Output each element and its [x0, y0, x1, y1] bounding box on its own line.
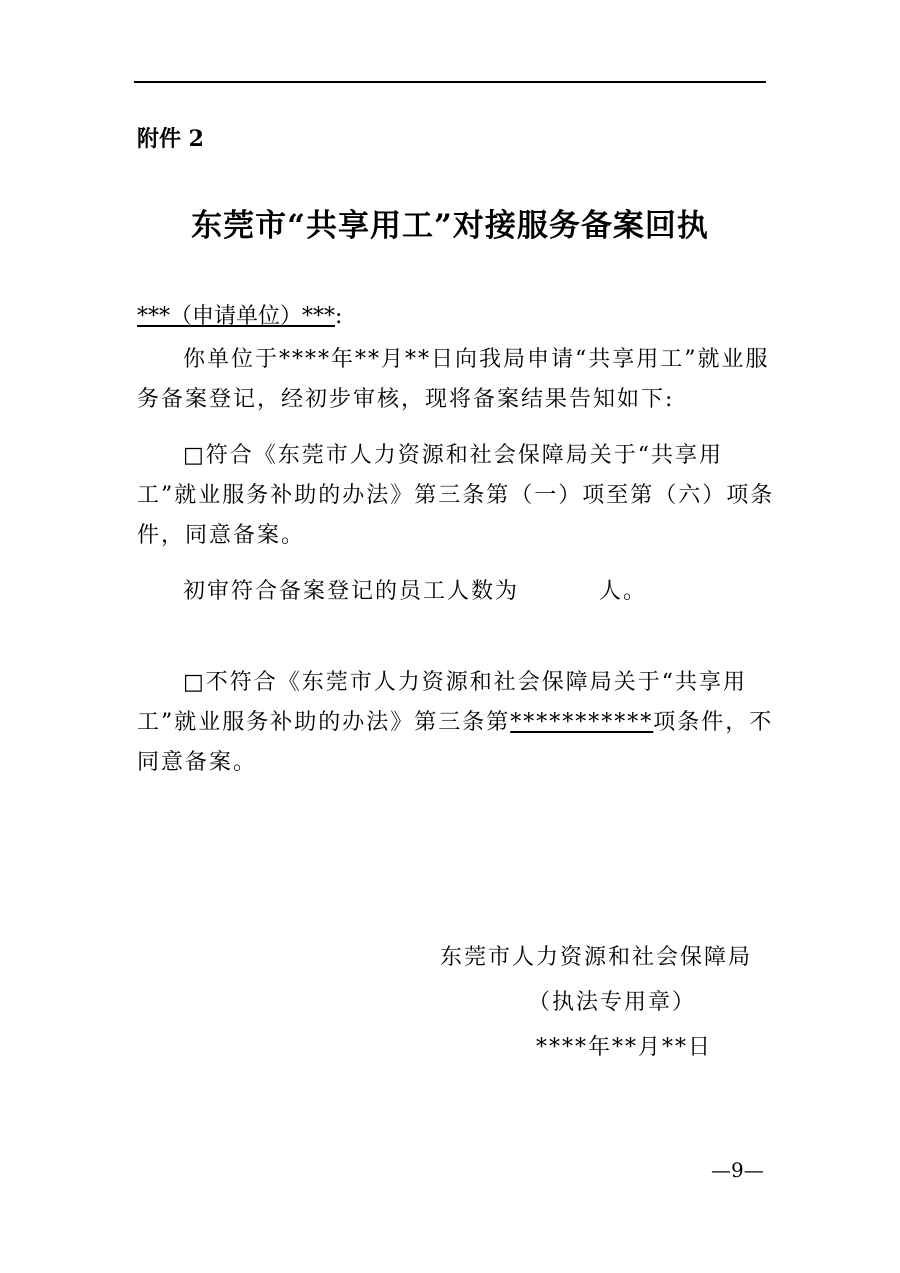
- applicant-colon: :: [335, 304, 343, 329]
- employee-count-suffix: 人。: [599, 579, 648, 604]
- intro-paragraph: 你单位于****年**月**日向我局申请“共享用工”就业服务备案登记，经初步审核，现将备案结果告知如下:: [137, 347, 770, 412]
- option-reject-suffix: 项条件，不同意备案。: [137, 710, 774, 775]
- option-reject-paragraph: [137, 663, 777, 783]
- signature-date: ****年**月**日: [536, 1035, 713, 1060]
- option-reject-prefix: □不符合《东莞市人力资源和社会保障局关于“共享用工”就业服务补助的办法》第三条第: [137, 670, 748, 735]
- employee-count-prefix: 初审符合备案登记的员工人数为: [183, 579, 520, 604]
- document-title: 东莞市“共享用工”对接服务备案回执: [191, 208, 709, 244]
- signature-seal: （执法专用章）: [528, 990, 697, 1015]
- applicant-line: [137, 302, 342, 332]
- employee-count-line: [137, 572, 777, 612]
- option-reject-blank: ***********: [510, 710, 654, 735]
- signature-organization: 东莞市人力资源和社会保障局: [440, 945, 753, 970]
- option-approve-paragraph: □符合《东莞市人力资源和社会保障局关于“共享用工”就业服务补助的办法》第三条第（一）项至第（六）项条件，同意备案。: [137, 443, 775, 548]
- top-rule: [134, 81, 766, 83]
- page-number: —9—: [711, 1158, 764, 1182]
- attachment-label: 附件 2: [137, 126, 204, 152]
- applicant-name: ***（申请单位）***: [137, 304, 336, 329]
